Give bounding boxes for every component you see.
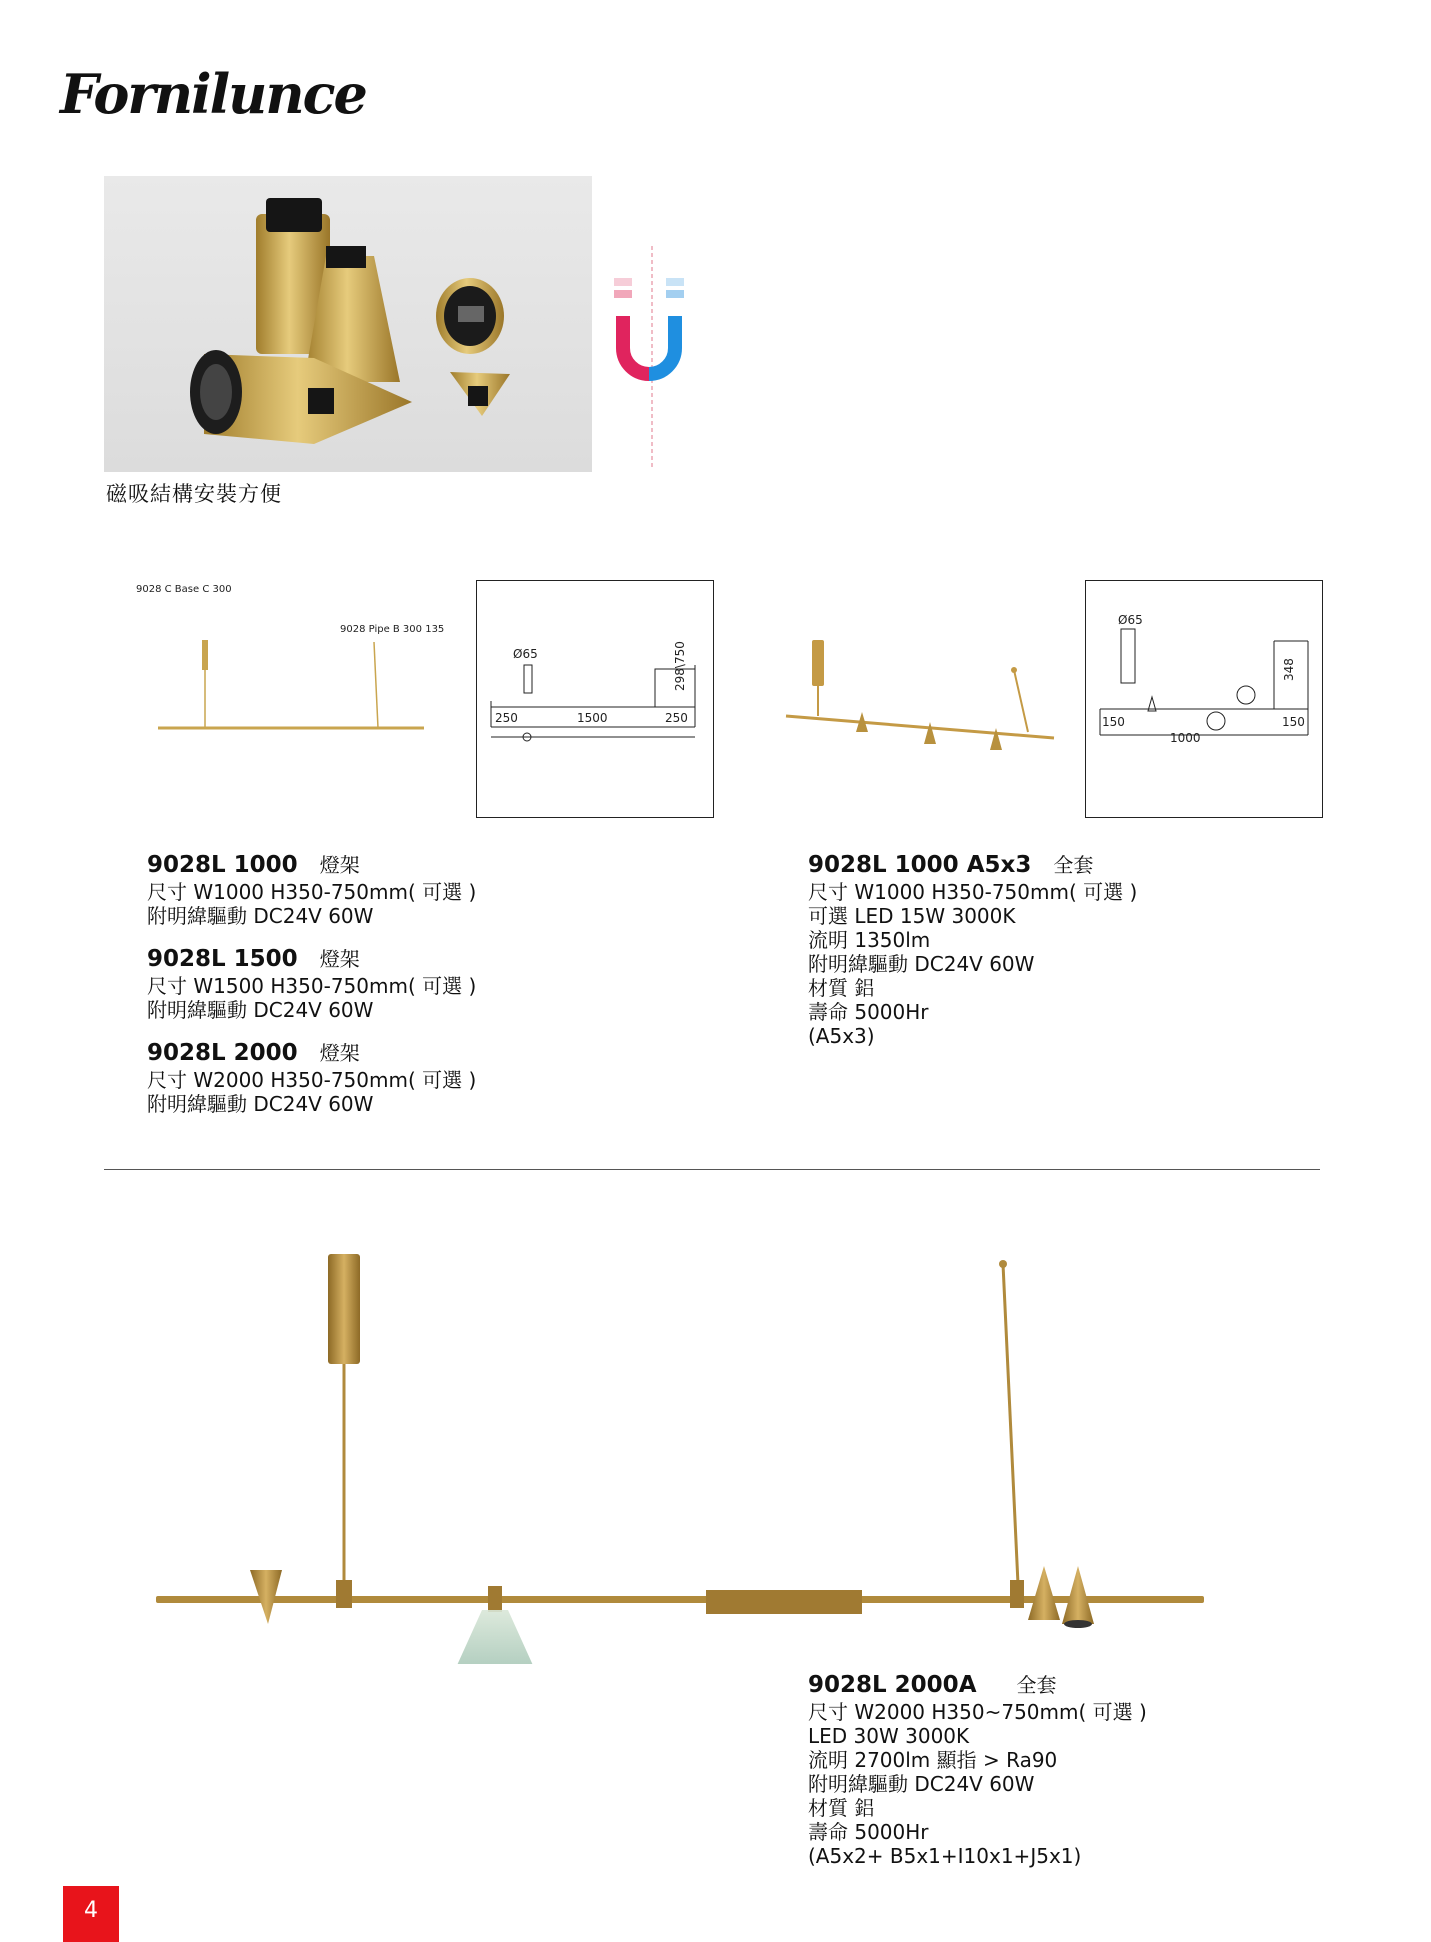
spec-9028l-1000-a5x3: [808, 850, 1137, 1048]
spec-line: 尺寸 W1000 H350-750mm( 可選 ): [147, 880, 477, 904]
dim2-dia: Ø65: [1118, 613, 1143, 627]
spec-line: 壽命 5000Hr: [808, 1820, 929, 1844]
dim2-left: 150: [1102, 715, 1125, 729]
spec-line: 尺寸 W1500 H350-750mm( 可選 ): [147, 974, 477, 998]
product-photo: [104, 176, 592, 472]
spec-line: 尺寸 W2000 H350~750mm( 可選 ): [808, 1700, 1147, 1724]
spec-line: 可選 LED 15W 3000K: [808, 904, 1016, 928]
dim2-height: 348: [1282, 658, 1296, 681]
spec-9028l-2000a: [808, 1670, 1147, 1868]
pipe-label: 9028 Pipe B 300 135: [340, 624, 445, 635]
dim1-dia: Ø65: [513, 647, 538, 661]
spec-line: 尺寸 W2000 H350-750mm( 可選 ): [147, 1068, 477, 1092]
brand-logo: Fornilunce: [60, 62, 366, 126]
spec-line: 壽命 5000Hr: [808, 1000, 929, 1024]
dim1-left: 250: [495, 711, 518, 725]
page-number: 4: [63, 1886, 119, 1942]
spec-line: (A5x2+ B5x1+I10x1+J5x1): [808, 1844, 1082, 1868]
dim1-right: 250: [665, 711, 688, 725]
model-tag: 全套: [1053, 853, 1094, 877]
spec-9028l-2000: [147, 1038, 476, 1116]
spec-line: 尺寸 W1000 H350-750mm( 可選 ): [808, 880, 1138, 904]
dim2-right: 150: [1282, 715, 1305, 729]
spec-line: 材質 鋁: [808, 1796, 875, 1820]
spec-9028l-1500: [147, 944, 476, 1022]
section-divider: [104, 1169, 1320, 1170]
fixture-drawing-a5x3: [782, 636, 1062, 758]
spec-line: 流明 2700lm 顯指 > Ra90: [808, 1748, 1058, 1772]
dimension-drawing-1: [476, 580, 714, 818]
model-name: 9028L 2000: [147, 1040, 298, 1066]
spec-line: 附明緯驅動 DC24V 60W: [147, 1092, 374, 1116]
spec-line: LED 30W 3000K: [808, 1724, 970, 1748]
dim1-height: 298\750: [673, 641, 687, 691]
spec-line: 附明緯驅動 DC24V 60W: [147, 904, 374, 928]
spec-line: 材質 鋁: [808, 976, 875, 1000]
model-name: 9028L 1000 A5x3: [808, 852, 1032, 878]
spec-line: 附明緯驅動 DC24V 60W: [808, 952, 1035, 976]
spec-line: 附明緯驅動 DC24V 60W: [147, 998, 374, 1022]
spec-line: 附明緯驅動 DC24V 60W: [808, 1772, 1035, 1796]
dim2-mid: 1000: [1170, 731, 1201, 745]
fixture-drawing-1000: [150, 638, 440, 742]
model-name: 9028L 1000: [147, 852, 298, 878]
model-tag: 全套: [1016, 1673, 1057, 1697]
spec-line: 流明 1350lm: [808, 928, 931, 952]
dim1-mid: 1500: [577, 711, 608, 725]
model-name: 9028L 1500: [147, 946, 298, 972]
model-tag: 燈架: [319, 853, 360, 877]
dimension-drawing-2: [1085, 580, 1323, 818]
spec-9028l-1000: [147, 850, 476, 928]
magnet-icon: [610, 246, 700, 480]
model-tag: 燈架: [319, 1041, 360, 1065]
spec-line: (A5x3): [808, 1024, 875, 1048]
base-label: 9028 C Base C 300: [136, 584, 232, 595]
fixture-illustration-2000a: [150, 1244, 1210, 1668]
model-tag: 燈架: [319, 947, 360, 971]
model-name: 9028L 2000A: [808, 1672, 977, 1698]
intro-caption: 磁吸結構安裝方便: [106, 482, 282, 506]
